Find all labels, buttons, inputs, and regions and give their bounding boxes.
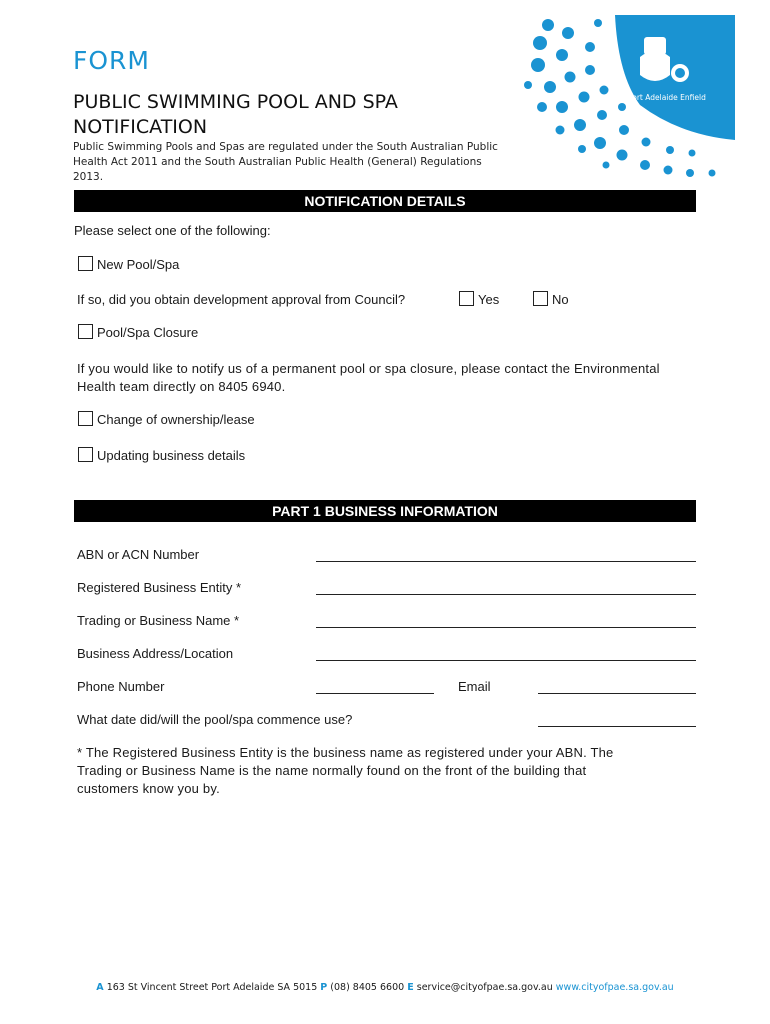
email-label: Email	[458, 679, 491, 694]
business-details-label: Updating business details	[97, 448, 246, 463]
closure-note	[77, 360, 660, 396]
address-field[interactable]	[316, 660, 696, 661]
footer-email[interactable]: service@cityofpae.sa.gov.au	[416, 982, 553, 993]
closure-option[interactable]	[78, 324, 198, 342]
note-line-3: customers know you by.	[77, 781, 220, 796]
business-details-option[interactable]	[78, 447, 245, 465]
approval-no-option[interactable]	[533, 291, 569, 309]
page-title	[73, 90, 503, 140]
closure-checkbox[interactable]	[78, 324, 93, 339]
commence-label: What date did/will the pool/spa commence use?	[77, 712, 353, 727]
approval-yes-option[interactable]	[459, 291, 499, 309]
footer-contact	[0, 982, 770, 993]
selection-prompt: Please select one of the following:	[74, 223, 271, 238]
trading-field[interactable]	[316, 627, 696, 628]
ownership-label: Change of ownership/lease	[97, 412, 255, 427]
abn-field[interactable]	[316, 561, 696, 562]
closure-note-line-1: If you would like to notify us of a permanent pool or spa closure, please contact the Environmental	[77, 361, 660, 376]
note-line-2: Trading or Business Name is the name normally found on the front of the building that	[77, 763, 587, 778]
approval-question: If so, did you obtain development approval from Council?	[77, 292, 406, 307]
footer-address-key: A	[96, 982, 104, 993]
yes-checkbox[interactable]	[459, 291, 474, 306]
no-label: No	[552, 292, 569, 307]
address-label: Business Address/Location	[77, 646, 234, 661]
ownership-option[interactable]	[78, 411, 255, 429]
entity-field[interactable]	[316, 594, 696, 595]
ownership-checkbox[interactable]	[78, 411, 93, 426]
new-pool-label: New Pool/Spa	[97, 257, 180, 272]
phone-field[interactable]	[316, 693, 434, 694]
part1-heading: PART 1 BUSINESS INFORMATION	[74, 500, 696, 522]
email-field[interactable]	[538, 693, 696, 694]
new-pool-checkbox[interactable]	[78, 256, 93, 271]
title-line-2: NOTIFICATION	[73, 116, 208, 138]
logo-text: Port Adelaide Enfield	[628, 93, 706, 102]
title-line-1: PUBLIC SWIMMING POOL AND SPA	[73, 91, 398, 113]
footer-address: 163 St Vincent Street Port Adelaide SA 5015	[106, 982, 318, 993]
entity-label: Registered Business Entity *	[77, 580, 242, 595]
footer-phone: (08) 8405 6600	[330, 982, 405, 993]
yes-label: Yes	[478, 292, 500, 307]
trading-label: Trading or Business Name *	[77, 613, 240, 628]
notification-heading: NOTIFICATION DETAILS	[74, 190, 696, 212]
no-checkbox[interactable]	[533, 291, 548, 306]
intro-text: Public Swimming Pools and Spas are regulated under the South Australian Public Health Act 2011 and the South Australian Public Health (General) Regulations 2013.	[73, 141, 498, 183]
footer-phone-key: P	[320, 982, 328, 993]
abn-label: ABN or ACN Number	[77, 547, 200, 562]
note-line-1: * The Registered Business Entity is the business name as registered under your ABN. The	[77, 745, 614, 760]
form-label: FORM	[73, 46, 150, 75]
new-pool-option[interactable]	[78, 256, 179, 274]
closure-note-line-2: Health team directly on 8405 6940.	[77, 379, 286, 394]
closure-label: Pool/Spa Closure	[97, 325, 199, 340]
business-name-note	[77, 744, 613, 798]
footer-email-key: E	[407, 982, 414, 993]
footer-website-link[interactable]: www.cityofpae.sa.gov.au	[555, 982, 674, 993]
commence-date-field[interactable]	[538, 726, 696, 727]
business-details-checkbox[interactable]	[78, 447, 93, 462]
phone-label: Phone Number	[77, 679, 165, 694]
